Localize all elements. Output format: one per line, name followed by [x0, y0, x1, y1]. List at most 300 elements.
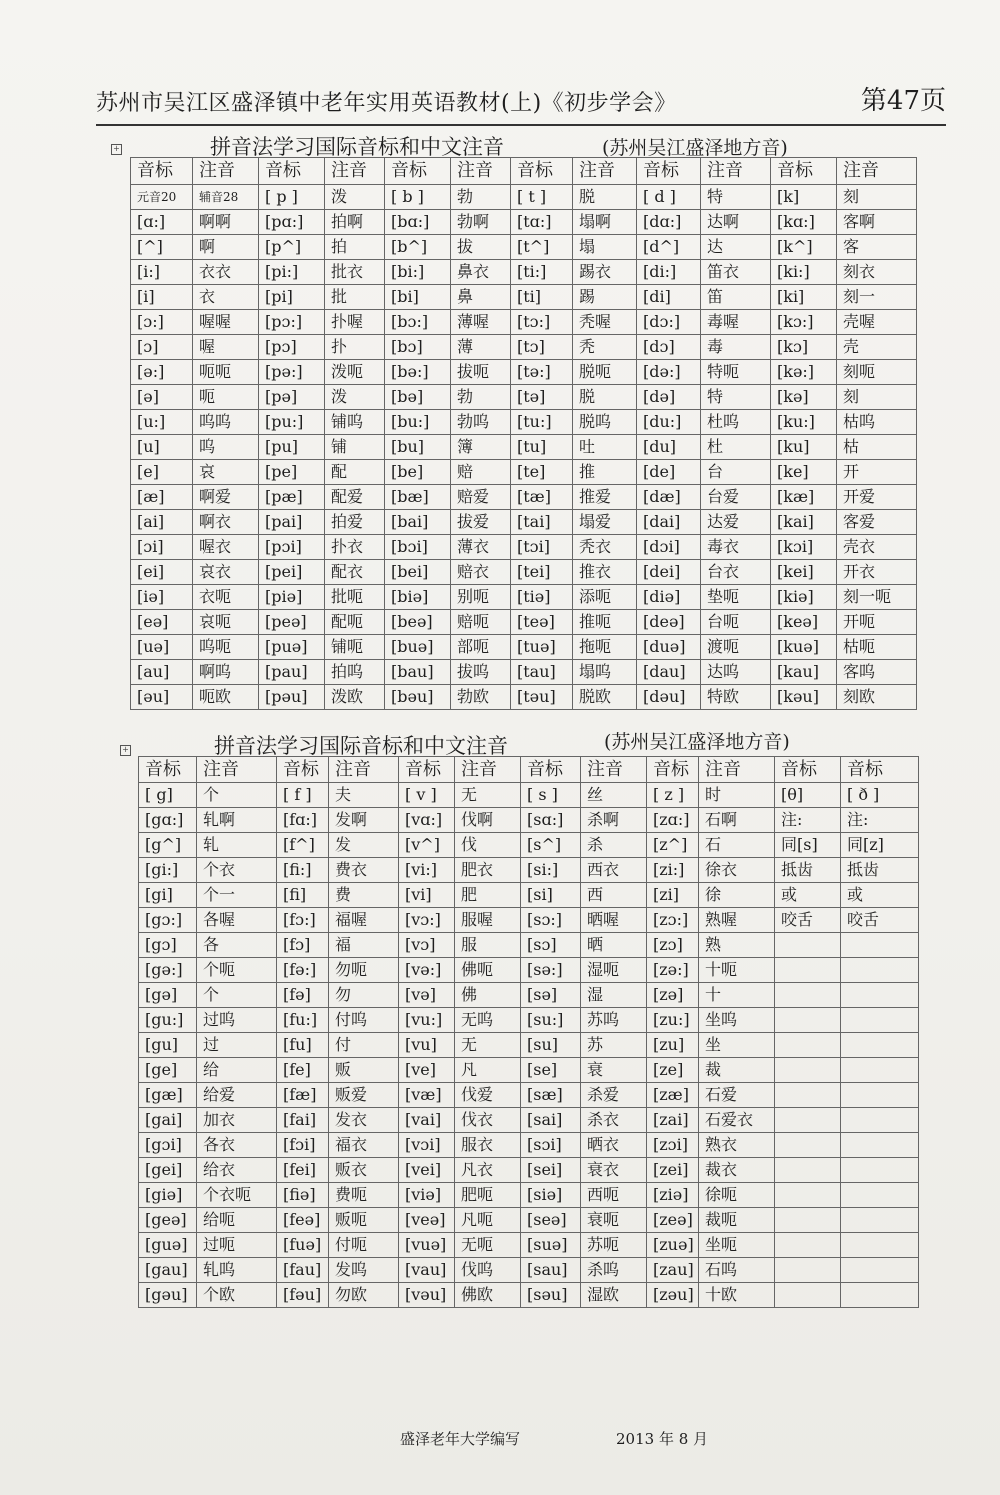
chinese-annotation-cell: 裁呃	[699, 1208, 775, 1233]
chinese-annotation-cell: 开	[837, 460, 917, 485]
chinese-annotation-cell	[841, 933, 919, 958]
chinese-annotation-cell: 衣呃	[193, 585, 259, 610]
chinese-annotation-cell: 服	[455, 933, 521, 958]
chinese-annotation-cell: 簿	[451, 435, 511, 460]
chinese-annotation-cell: 客	[837, 235, 917, 260]
chinese-annotation-cell: 过	[197, 1033, 277, 1058]
table-row	[139, 858, 919, 883]
ipa-symbol-cell: [bau]	[385, 660, 451, 685]
chinese-annotation-cell: 塌啊	[573, 210, 637, 235]
chinese-annotation-cell: 喔衣	[193, 535, 259, 560]
column-header: 注音	[581, 757, 647, 783]
chinese-annotation-cell: 个呃	[197, 958, 277, 983]
ipa-symbol-cell: [vi:]	[399, 858, 455, 883]
ipa-symbol-cell: [zei]	[647, 1158, 699, 1183]
table-row	[139, 1158, 919, 1183]
chinese-annotation-cell: 达爱	[701, 510, 771, 535]
chinese-annotation-cell: 推衣	[573, 560, 637, 585]
chinese-annotation-cell: 扑衣	[325, 535, 385, 560]
table-row	[139, 1033, 919, 1058]
chinese-annotation-cell: 福喔	[329, 908, 399, 933]
table-row	[139, 783, 919, 808]
chinese-annotation-cell: 费	[329, 883, 399, 908]
chinese-annotation-cell: 壳喔	[837, 310, 917, 335]
table-row	[131, 610, 917, 635]
ipa-symbol-cell: [fau]	[277, 1258, 329, 1283]
ipa-symbol-cell: [fu:]	[277, 1008, 329, 1033]
chinese-annotation-cell: 拍爱	[325, 510, 385, 535]
chinese-annotation-cell: 过呃	[197, 1233, 277, 1258]
column-header: 注音	[573, 158, 637, 185]
ipa-symbol-cell: 同[s]	[775, 833, 841, 858]
chinese-annotation-cell: 毒喔	[701, 310, 771, 335]
chinese-annotation-cell: 肥呃	[455, 1183, 521, 1208]
ipa-symbol-cell: [ t ]	[511, 185, 573, 210]
ipa-symbol-cell: [kai]	[771, 510, 837, 535]
ipa-symbol-cell: [kɔi]	[771, 535, 837, 560]
ipa-symbol-cell: [z^]	[647, 833, 699, 858]
chinese-annotation-cell: 衰呃	[581, 1208, 647, 1233]
ipa-symbol-cell: [e]	[131, 460, 193, 485]
ipa-symbol-cell: [u:]	[131, 410, 193, 435]
chinese-annotation-cell: 注:	[841, 808, 919, 833]
ipa-symbol-cell: [di]	[637, 285, 701, 310]
ipa-symbol-cell: [kuə]	[771, 635, 837, 660]
table-anchor-icon: +	[111, 144, 122, 155]
chinese-annotation-cell: 湿呃	[581, 958, 647, 983]
chinese-annotation-cell: 勿欧	[329, 1283, 399, 1308]
chinese-annotation-cell: 拍	[325, 235, 385, 260]
chinese-annotation-cell: 给呃	[197, 1208, 277, 1233]
ipa-symbol-cell: [gə:]	[139, 958, 197, 983]
ipa-symbol-cell: [sɔ:]	[521, 908, 581, 933]
ipa-symbol-cell: [pə]	[259, 385, 325, 410]
table-row	[139, 1083, 919, 1108]
ipa-symbol-cell: [vei]	[399, 1158, 455, 1183]
chinese-annotation-cell	[841, 1083, 919, 1108]
ipa-table-2	[138, 756, 919, 1308]
ipa-symbol-cell: [kɔ:]	[771, 310, 837, 335]
ipa-symbol-cell: [pe]	[259, 460, 325, 485]
chinese-annotation-cell: 勃啊	[451, 210, 511, 235]
chinese-annotation-cell: 鼻衣	[451, 260, 511, 285]
column-header: 音标	[139, 757, 197, 783]
ipa-symbol-cell	[775, 1183, 841, 1208]
chinese-annotation-cell: 鼻	[451, 285, 511, 310]
chinese-annotation-cell: 拖呃	[573, 635, 637, 660]
chinese-annotation-cell: 苏呜	[581, 1008, 647, 1033]
ipa-symbol-cell: [tai]	[511, 510, 573, 535]
chinese-annotation-cell: 佛	[455, 983, 521, 1008]
chinese-annotation-cell: 推爱	[573, 485, 637, 510]
ipa-symbol-cell: [tiə]	[511, 585, 573, 610]
chinese-annotation-cell: 拔呃	[451, 360, 511, 385]
chinese-annotation-cell: 十呃	[699, 958, 775, 983]
chinese-annotation-cell: 秃衣	[573, 535, 637, 560]
ipa-symbol-cell: [au]	[131, 660, 193, 685]
chinese-annotation-cell: 批衣	[325, 260, 385, 285]
chinese-annotation-cell: 刻欧	[837, 685, 917, 710]
ipa-symbol-cell: [bei]	[385, 560, 451, 585]
ipa-symbol-cell: [vau]	[399, 1258, 455, 1283]
chinese-annotation-cell: 湿欧	[581, 1283, 647, 1308]
ipa-symbol-cell: [ɑ:]	[131, 210, 193, 235]
chinese-annotation-cell: 秃喔	[573, 310, 637, 335]
ipa-symbol-cell: [ v ]	[399, 783, 455, 808]
chinese-annotation-cell: 发呜	[329, 1258, 399, 1283]
chinese-annotation-cell: 晒喔	[581, 908, 647, 933]
ipa-symbol-cell: [biə]	[385, 585, 451, 610]
ipa-symbol-cell: [pau]	[259, 660, 325, 685]
table-row	[131, 635, 917, 660]
chinese-annotation-cell: 石爱	[699, 1083, 775, 1108]
chinese-annotation-cell: 勃	[451, 185, 511, 210]
ipa-symbol-cell: [ z ]	[647, 783, 699, 808]
ipa-symbol-cell: [bi:]	[385, 260, 451, 285]
chinese-annotation-cell: 薄喔	[451, 310, 511, 335]
ipa-symbol-cell: [gu]	[139, 1033, 197, 1058]
chinese-annotation-cell: 台衣	[701, 560, 771, 585]
table-row	[139, 958, 919, 983]
chinese-annotation-cell: 壳衣	[837, 535, 917, 560]
ipa-symbol-cell: [zɑ:]	[647, 808, 699, 833]
chinese-annotation-cell: 哀衣	[193, 560, 259, 585]
chinese-annotation-cell: 部呃	[451, 635, 511, 660]
ipa-symbol-cell: [su:]	[521, 1008, 581, 1033]
chinese-annotation-cell: 呃欧	[193, 685, 259, 710]
ipa-symbol-cell: [kɑ:]	[771, 210, 837, 235]
ipa-symbol-cell: [giə]	[139, 1183, 197, 1208]
ipa-symbol-cell: [ei]	[131, 560, 193, 585]
ipa-symbol-cell: [ku:]	[771, 410, 837, 435]
ipa-symbol-cell: [vu:]	[399, 1008, 455, 1033]
ipa-symbol-cell: [u]	[131, 435, 193, 460]
chinese-annotation-cell: 徐呃	[699, 1183, 775, 1208]
chinese-annotation-cell: 刻衣	[837, 260, 917, 285]
ipa-symbol-cell: [puə]	[259, 635, 325, 660]
book-title: 苏州市吴江区盛泽镇中老年实用英语教材(上)《初步学会》	[96, 91, 677, 116]
ipa-symbol-cell: [bu:]	[385, 410, 451, 435]
ipa-symbol-cell: [kə]	[771, 385, 837, 410]
ipa-symbol-cell: [gi:]	[139, 858, 197, 883]
table-row	[139, 1208, 919, 1233]
chinese-annotation-cell: 石	[699, 833, 775, 858]
chinese-annotation-cell: 西衣	[581, 858, 647, 883]
chinese-annotation-cell: 过呜	[197, 1008, 277, 1033]
ipa-symbol-cell: [pi]	[259, 285, 325, 310]
table-row	[131, 285, 917, 310]
ipa-symbol-cell: [səu]	[521, 1283, 581, 1308]
chinese-annotation-cell: 台爱	[701, 485, 771, 510]
ipa-symbol-cell: [ke]	[771, 460, 837, 485]
ipa-symbol-cell: [vɑ:]	[399, 808, 455, 833]
ipa-symbol-cell: [i:]	[131, 260, 193, 285]
ipa-symbol-cell: [tə]	[511, 385, 573, 410]
chinese-annotation-cell: 裁衣	[699, 1158, 775, 1183]
ipa-symbol-cell: [k]	[771, 185, 837, 210]
chinese-annotation-cell: 刻	[837, 385, 917, 410]
chinese-annotation-cell: 脱呃	[573, 360, 637, 385]
chinese-annotation-cell: 无	[455, 1033, 521, 1058]
ipa-symbol-cell: [æ]	[131, 485, 193, 510]
chinese-annotation-cell	[841, 1258, 919, 1283]
table-row	[139, 883, 919, 908]
table-row	[139, 833, 919, 858]
ipa-table-1	[130, 157, 917, 710]
chinese-annotation-cell: 徐衣	[699, 858, 775, 883]
chinese-annotation-cell: 开呃	[837, 610, 917, 635]
column-header: 音标	[775, 757, 841, 783]
column-header: 注音	[701, 158, 771, 185]
chinese-annotation-cell: 脱呜	[573, 410, 637, 435]
ipa-symbol-cell: [zə]	[647, 983, 699, 1008]
chinese-annotation-cell: 客爱	[837, 510, 917, 535]
chinese-annotation-cell: 费呃	[329, 1183, 399, 1208]
table-header-row	[139, 757, 919, 783]
ipa-symbol-cell: [dəu]	[637, 685, 701, 710]
column-header: 音标	[511, 158, 573, 185]
chinese-annotation-cell: 扑	[325, 335, 385, 360]
ipa-symbol-cell: [feə]	[277, 1208, 329, 1233]
ipa-symbol-cell: [də:]	[637, 360, 701, 385]
column-header: 注音	[699, 757, 775, 783]
chinese-annotation-cell: 刻	[837, 185, 917, 210]
chinese-annotation-cell: 泼欧	[325, 685, 385, 710]
chinese-annotation-cell: 台呃	[701, 610, 771, 635]
chinese-annotation-cell: 十欧	[699, 1283, 775, 1308]
ipa-symbol-cell: [ g]	[139, 783, 197, 808]
column-header: 音标	[131, 158, 193, 185]
column-header: 注音	[451, 158, 511, 185]
table-row	[139, 808, 919, 833]
chinese-annotation-cell: 啊衣	[193, 510, 259, 535]
ipa-symbol-cell: [bu]	[385, 435, 451, 460]
ipa-symbol-cell	[775, 1108, 841, 1133]
ipa-symbol-cell: [si:]	[521, 858, 581, 883]
ipa-symbol-cell: [kɔ]	[771, 335, 837, 360]
ipa-symbol-cell: [gɑ:]	[139, 808, 197, 833]
chinese-annotation-cell: 扑喔	[325, 310, 385, 335]
chinese-annotation-cell: 伐衣	[455, 1108, 521, 1133]
column-header: 注音	[325, 158, 385, 185]
chinese-annotation-cell	[841, 1033, 919, 1058]
ipa-symbol-cell	[775, 933, 841, 958]
chinese-annotation-cell: 苏呃	[581, 1233, 647, 1258]
ipa-symbol-cell: [fai]	[277, 1108, 329, 1133]
ipa-symbol-cell: [k^]	[771, 235, 837, 260]
ipa-symbol-cell: [geə]	[139, 1208, 197, 1233]
ipa-symbol-cell: [ge]	[139, 1058, 197, 1083]
chinese-annotation-cell: 贩	[329, 1058, 399, 1083]
column-header: 注音	[455, 757, 521, 783]
chinese-annotation-cell: 勿	[329, 983, 399, 1008]
ipa-symbol-cell: [vəu]	[399, 1283, 455, 1308]
table-row	[131, 185, 917, 210]
ipa-symbol-cell: [ki]	[771, 285, 837, 310]
chinese-annotation-cell: 辅音28	[193, 185, 259, 210]
ipa-symbol-cell: [sɑ:]	[521, 808, 581, 833]
section2-subtitle: (苏州吴江盛泽地方音)	[604, 731, 790, 753]
ipa-symbol-cell: 或	[775, 883, 841, 908]
chinese-annotation-cell: 付呜	[329, 1008, 399, 1033]
ipa-symbol-cell: [seə]	[521, 1208, 581, 1233]
chinese-annotation-cell: 勃	[451, 385, 511, 410]
ipa-symbol-cell: [fiə]	[277, 1183, 329, 1208]
chinese-annotation-cell: 福衣	[329, 1133, 399, 1158]
chinese-annotation-cell: 无呜	[455, 1008, 521, 1033]
chinese-annotation-cell: 啊	[193, 235, 259, 260]
ipa-symbol-cell: [zai]	[647, 1108, 699, 1133]
table-row	[131, 460, 917, 485]
ipa-symbol-cell: [uə]	[131, 635, 193, 660]
chinese-annotation-cell: 个欧	[197, 1283, 277, 1308]
chinese-annotation-cell: 给爱	[197, 1083, 277, 1108]
chinese-annotation-cell: 配呃	[325, 610, 385, 635]
ipa-symbol-cell	[775, 1083, 841, 1108]
ipa-symbol-cell: [pɔ]	[259, 335, 325, 360]
ipa-symbol-cell: [pei]	[259, 560, 325, 585]
chinese-annotation-cell: 杀啊	[581, 808, 647, 833]
ipa-symbol-cell: [də]	[637, 385, 701, 410]
ipa-symbol-cell: [fuə]	[277, 1233, 329, 1258]
ipa-symbol-cell: [ d ]	[637, 185, 701, 210]
ipa-symbol-cell: [gɔ:]	[139, 908, 197, 933]
ipa-symbol-cell: [suə]	[521, 1233, 581, 1258]
chinese-annotation-cell: 泼呃	[325, 360, 385, 385]
ipa-symbol-cell: [ve]	[399, 1058, 455, 1083]
chinese-annotation-cell: 伐啊	[455, 808, 521, 833]
ipa-symbol-cell: [tɑ:]	[511, 210, 573, 235]
ipa-symbol-cell: [b^]	[385, 235, 451, 260]
chinese-annotation-cell: 杀	[581, 833, 647, 858]
ipa-symbol-cell: [gi]	[139, 883, 197, 908]
table-row	[131, 585, 917, 610]
chinese-annotation-cell: 哀	[193, 460, 259, 485]
chinese-annotation-cell: 凡呃	[455, 1208, 521, 1233]
chinese-annotation-cell: 配爱	[325, 485, 385, 510]
chinese-annotation-cell: 脱	[573, 185, 637, 210]
ipa-symbol-cell: [fæ]	[277, 1083, 329, 1108]
chinese-annotation-cell: 客啊	[837, 210, 917, 235]
chinese-annotation-cell: 时	[699, 783, 775, 808]
chinese-annotation-cell: 费衣	[329, 858, 399, 883]
ipa-symbol-cell: [di:]	[637, 260, 701, 285]
ipa-symbol-cell: [v^]	[399, 833, 455, 858]
ipa-symbol-cell: [si]	[521, 883, 581, 908]
chinese-annotation-cell: 呃	[193, 385, 259, 410]
ipa-symbol-cell: [fɑ:]	[277, 808, 329, 833]
ipa-symbol-cell: [dɔ:]	[637, 310, 701, 335]
chinese-annotation-cell: 苏	[581, 1033, 647, 1058]
ipa-symbol-cell: [ai]	[131, 510, 193, 535]
chinese-annotation-cell: 丝	[581, 783, 647, 808]
chinese-annotation-cell: 杀爱	[581, 1083, 647, 1108]
chinese-annotation-cell: 佛呃	[455, 958, 521, 983]
chinese-annotation-cell: 拍呜	[325, 660, 385, 685]
column-header: 注音	[837, 158, 917, 185]
chinese-annotation-cell: 塌	[573, 235, 637, 260]
ipa-symbol-cell	[775, 958, 841, 983]
chinese-annotation-cell: 推呃	[573, 610, 637, 635]
chinese-annotation-cell: 勿呃	[329, 958, 399, 983]
ipa-symbol-cell: [duə]	[637, 635, 701, 660]
chinese-annotation-cell: 铺呜	[325, 410, 385, 435]
chinese-annotation-cell: 徐	[699, 883, 775, 908]
ipa-symbol-cell: [tuə]	[511, 635, 573, 660]
chinese-annotation-cell	[841, 983, 919, 1008]
ipa-symbol-cell: [pæ]	[259, 485, 325, 510]
ipa-symbol-cell: [dau]	[637, 660, 701, 685]
ipa-symbol-cell: [sau]	[521, 1258, 581, 1283]
ipa-symbol-cell	[775, 1158, 841, 1183]
chinese-annotation-cell: 达啊	[701, 210, 771, 235]
ipa-symbol-cell: [fɔ]	[277, 933, 329, 958]
chinese-annotation-cell: 熟衣	[699, 1133, 775, 1158]
chinese-annotation-cell: 配衣	[325, 560, 385, 585]
ipa-symbol-cell: [kæ]	[771, 485, 837, 510]
chinese-annotation-cell: 枯	[837, 435, 917, 460]
chinese-annotation-cell	[841, 1233, 919, 1258]
chinese-annotation-cell	[841, 1108, 919, 1133]
ipa-symbol-cell: [tu]	[511, 435, 573, 460]
chinese-annotation-cell: 拔呜	[451, 660, 511, 685]
chinese-annotation-cell: 个一	[197, 883, 277, 908]
table-row	[131, 335, 917, 360]
ipa-symbol-cell: [tɔi]	[511, 535, 573, 560]
chinese-annotation-cell: 凡	[455, 1058, 521, 1083]
chinese-annotation-cell: 坐	[699, 1033, 775, 1058]
ipa-symbol-cell: [eə]	[131, 610, 193, 635]
ipa-symbol-cell: [vɔ:]	[399, 908, 455, 933]
ipa-symbol-cell: [g^]	[139, 833, 197, 858]
chinese-annotation-cell: 个衣	[197, 858, 277, 883]
ipa-symbol-cell: [pai]	[259, 510, 325, 535]
ipa-symbol-cell: [p^]	[259, 235, 325, 260]
chinese-annotation-cell: 啊爱	[193, 485, 259, 510]
ipa-symbol-cell: [siə]	[521, 1183, 581, 1208]
ipa-symbol-cell: [dei]	[637, 560, 701, 585]
table-row	[131, 435, 917, 460]
ipa-symbol-cell: [bɔ:]	[385, 310, 451, 335]
ipa-symbol-cell: [bə:]	[385, 360, 451, 385]
chinese-annotation-cell: 石爱衣	[699, 1108, 775, 1133]
chinese-annotation-cell: 笛	[701, 285, 771, 310]
ipa-symbol-cell: [kə:]	[771, 360, 837, 385]
ipa-symbol-cell: 咬舌	[775, 908, 841, 933]
column-header: 音标	[771, 158, 837, 185]
ipa-symbol-cell: [beə]	[385, 610, 451, 635]
ipa-symbol-cell: [iə]	[131, 585, 193, 610]
chinese-annotation-cell: 拍啊	[325, 210, 385, 235]
ipa-symbol-cell: 注:	[775, 808, 841, 833]
ipa-symbol-cell: [ɔ:]	[131, 310, 193, 335]
ipa-symbol-cell: [zi:]	[647, 858, 699, 883]
ipa-symbol-cell: [bɔ]	[385, 335, 451, 360]
chinese-annotation-cell: 塌呜	[573, 660, 637, 685]
chinese-annotation-cell: 衰衣	[581, 1158, 647, 1183]
ipa-symbol-cell: [gæ]	[139, 1083, 197, 1108]
ipa-symbol-cell: [ku]	[771, 435, 837, 460]
ipa-symbol-cell: [keə]	[771, 610, 837, 635]
table-row	[139, 1183, 919, 1208]
table-row	[139, 1008, 919, 1033]
ipa-symbol-cell: [ze]	[647, 1058, 699, 1083]
chinese-annotation-cell: 肥	[455, 883, 521, 908]
chinese-annotation-cell: 给	[197, 1058, 277, 1083]
ipa-symbol-cell	[775, 1133, 841, 1158]
chinese-annotation-cell: 笛衣	[701, 260, 771, 285]
ipa-symbol-cell: [fəu]	[277, 1283, 329, 1308]
